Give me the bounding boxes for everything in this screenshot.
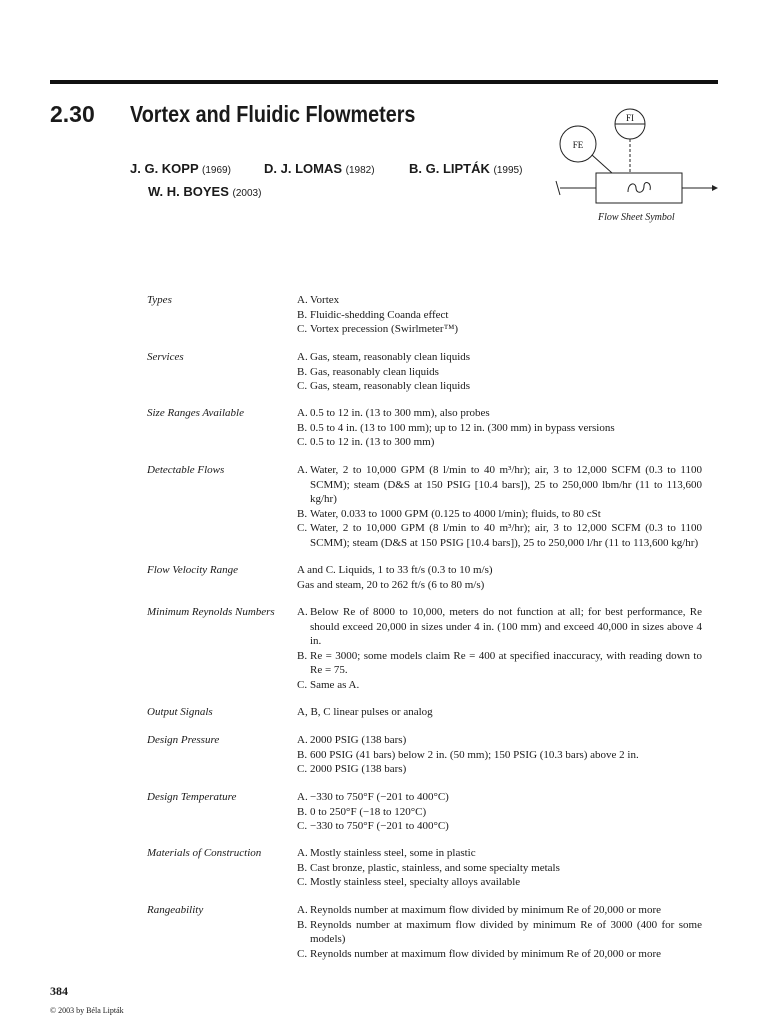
copyright-notice: © 2003 by Béla Lipták — [50, 1006, 124, 1015]
spec-item — [297, 790, 702, 805]
spec-item — [297, 365, 702, 380]
spec-value — [297, 293, 702, 337]
spec-value — [297, 846, 702, 890]
item-letter: B. — [297, 507, 308, 520]
item-text: Cast bronze, plastic, stainless, and some specialty metals — [310, 861, 560, 874]
spec-item — [297, 733, 702, 748]
author-liptak — [409, 161, 522, 176]
vortex-swirl-icon — [628, 183, 650, 193]
item-letter: B. — [297, 805, 308, 818]
spec-label: Design Pressure — [147, 734, 220, 746]
spec-item — [297, 350, 702, 365]
item-text: Fluidic-shedding Coanda effect — [310, 308, 449, 321]
item-letter: C. — [297, 380, 308, 393]
item-letter: A. — [297, 294, 308, 306]
author-name: W. H. BOYES — [148, 184, 229, 199]
author-name: J. G. KOPP — [130, 161, 199, 176]
item-text: Re = 3000; some models claim Re = 400 at specified inaccuracy, with reading down to Re = 75. — [310, 649, 702, 677]
spec-value — [297, 406, 702, 450]
item-text: −330 to 750°F (−201 to 400°C) — [310, 820, 449, 833]
spec-label: Services — [147, 351, 184, 363]
item-text: Vortex — [310, 294, 340, 306]
section-title: Vortex and Fluidic Flowmeters — [130, 101, 416, 127]
spec-label: Rangeability — [147, 904, 204, 916]
item-text: 0 to 250°F (−18 to 120°C) — [310, 805, 427, 818]
spec-item — [297, 463, 702, 507]
spec-item — [297, 578, 702, 593]
spec-item — [297, 421, 702, 436]
item-text: Same as A. — [310, 678, 360, 691]
spec-item — [297, 435, 702, 450]
item-letter: A. — [297, 847, 308, 859]
item-letter: A. — [297, 904, 308, 916]
item-text: 2000 PSIG (138 bars) — [310, 734, 407, 746]
item-letter: C. — [297, 876, 308, 889]
item-text: 0.5 to 4 in. (13 to 100 mm); up to 12 in. (300 mm) in bypass versions — [310, 421, 615, 434]
item-text: Mostly stainless steel, specialty alloys available — [310, 876, 521, 889]
author-kopp — [130, 161, 231, 176]
item-letter: B. — [297, 918, 308, 931]
item-letter: B. — [297, 421, 308, 434]
spec-item — [297, 605, 702, 649]
spec-label: Types — [147, 294, 172, 306]
item-text: 600 PSIG (41 bars) below 2 in. (50 mm); 150 PSIG (10.3 bars) above 2 in. — [310, 748, 639, 761]
item-letter: B. — [297, 308, 308, 321]
item-text: Water, 0.033 to 1000 GPM (0.125 to 4000 l/min); fluids, to 80 cSt — [310, 507, 601, 520]
author-name: B. G. LIPTÁK — [409, 161, 490, 176]
spec-item — [297, 678, 702, 693]
spec-item — [297, 762, 702, 777]
item-letter: C. — [297, 678, 308, 691]
page-number: 384 — [50, 984, 68, 998]
item-letter: C. — [297, 436, 308, 449]
item-text: Mostly stainless steel, some in plastic — [310, 847, 476, 859]
spec-value — [297, 463, 702, 551]
item-letter: A. — [297, 734, 308, 746]
item-letter: A. — [297, 351, 308, 363]
item-text: −330 to 750°F (−201 to 400°C) — [310, 791, 449, 803]
spec-item — [297, 819, 702, 834]
section-top-rule — [50, 80, 718, 84]
spec-item — [297, 649, 702, 678]
spec-label: Materials of Construction — [147, 847, 262, 859]
spec-value — [297, 350, 702, 394]
item-letter: A. — [297, 791, 308, 803]
item-text: Vortex precession (Swirlmeter™) — [310, 323, 459, 336]
item-letter: B. — [297, 649, 308, 662]
section-number: 2.30 — [50, 101, 95, 127]
item-letter: C. — [297, 947, 308, 960]
spec-item — [297, 563, 702, 578]
spec-label: Size Ranges Available — [147, 407, 244, 419]
spec-item — [297, 406, 702, 421]
fi-label: FI — [625, 113, 635, 123]
item-text: 2000 PSIG (138 bars) — [310, 763, 407, 776]
spec-value — [297, 733, 702, 777]
item-text: Gas, steam, reasonably clean liquids — [310, 351, 471, 363]
spec-item — [297, 846, 702, 861]
item-letter: A. — [297, 407, 308, 419]
item-letter: C. — [297, 522, 308, 535]
spec-item — [297, 903, 702, 918]
author-year: (2003) — [232, 188, 262, 199]
spec-value — [297, 903, 702, 961]
flow-sheet-symbol — [548, 108, 718, 228]
author-boyes — [148, 184, 261, 199]
item-letter: B. — [297, 748, 308, 761]
symbol-caption: Flow Sheet Symbol — [598, 212, 675, 223]
item-letter: A. — [297, 606, 308, 618]
item-text: Reynolds number at maximum flow divided by minimum Re of 20,000 or more — [310, 947, 662, 960]
spec-label: Output Signals — [147, 706, 213, 718]
spec-item — [297, 521, 702, 550]
spec-item — [297, 748, 702, 763]
spec-item — [297, 918, 702, 947]
spec-item — [297, 322, 702, 337]
item-text: Reynolds number at maximum flow divided by minimum Re of 20,000 or more — [310, 904, 662, 916]
spec-item — [297, 805, 702, 820]
item-letter: B. — [297, 861, 308, 874]
item-letter: C. — [297, 323, 308, 336]
spec-value — [297, 563, 702, 592]
arrow-head-icon — [712, 185, 718, 191]
spec-label: Flow Velocity Range — [147, 564, 239, 576]
spec-item — [297, 861, 702, 876]
spec-label: Design Temperature — [147, 791, 237, 803]
spec-item — [297, 293, 702, 308]
item-text: 0.5 to 12 in. (13 to 300 mm), also probes — [310, 407, 490, 419]
item-text: A and C. Liquids, 1 to 33 ft/s (0.3 to 10 m/s) — [297, 564, 493, 576]
spec-value — [297, 605, 702, 693]
item-text: Water, 2 to 10,000 GPM (8 l/min to 40 m³/hr); air, 3 to 12,000 SCFM (0.3 to 1100 SCMM); steam (D&S at 150 PSIG [10.4 bars]), 25 to 250,000 lbm/hr (11 to 113,600 kg/hr) — [310, 464, 702, 506]
meter-body — [596, 173, 682, 203]
author-lomas — [264, 161, 375, 176]
item-letter: C. — [297, 763, 308, 776]
author-name: D. J. LOMAS — [264, 161, 343, 176]
spec-label: Detectable Flows — [147, 464, 225, 476]
item-text: Below Re of 8000 to 10,000, meters do not function at all; for best performance, Re should exceed 20,000 in sizes under 4 in. (100 mm) and exceed 40,000 in sizes above 4 in. — [310, 606, 702, 648]
spec-item — [297, 875, 702, 890]
item-text: Water, 2 to 10,000 GPM (8 l/min to 40 m³/hr); air, 3 to 12,000 SCFM (0.3 to 1100 SCMM); steam (D&S at 150 PSIG [10.4 bars]), 25 to 250,000 l/hr (11 to 113,600 kg/hr) — [310, 522, 702, 549]
item-text: Gas, steam, reasonably clean liquids — [310, 380, 471, 393]
author-year: (1995) — [493, 165, 523, 176]
spec-item — [297, 947, 702, 962]
fe-label: FE — [572, 140, 584, 150]
spec-item — [297, 705, 702, 720]
spec-value — [297, 705, 702, 720]
item-letter: B. — [297, 365, 308, 378]
item-text: 0.5 to 12 in. (13 to 300 mm) — [310, 436, 435, 449]
spec-label: Minimum Reynolds Numbers — [147, 606, 275, 618]
spec-value — [297, 790, 702, 834]
author-year: (1969) — [202, 165, 231, 176]
item-letter: C. — [297, 820, 308, 833]
author-year: (1982) — [345, 165, 375, 176]
spec-item — [297, 507, 702, 522]
item-text: Reynolds number at maximum flow divided by minimum Re of 3000 (400 for some models) — [310, 918, 702, 946]
item-text: A, B, C linear pulses or analog — [297, 706, 433, 718]
item-text: Gas, reasonably clean liquids — [310, 365, 439, 378]
spec-item — [297, 308, 702, 323]
spec-item — [297, 379, 702, 394]
item-letter: A. — [297, 464, 308, 476]
item-text: Gas and steam, 20 to 262 ft/s (6 to 80 m/s) — [297, 578, 485, 591]
